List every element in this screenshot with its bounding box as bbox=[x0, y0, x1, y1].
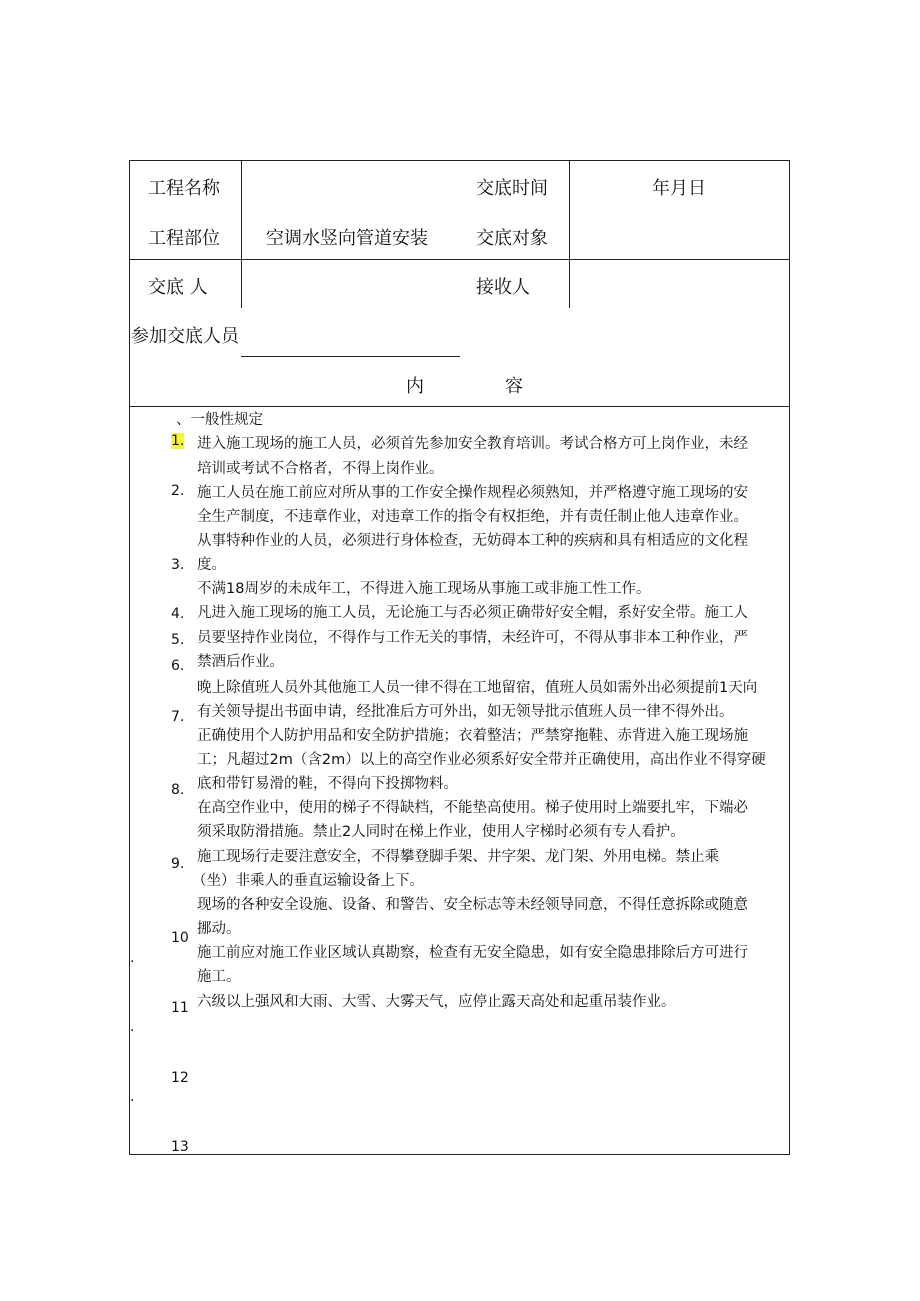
discloser-label: 交底 人 bbox=[148, 277, 208, 298]
content-line: 底和带钉易滑的鞋，不得向下投掷物料。 bbox=[197, 776, 458, 792]
participants-underline bbox=[241, 356, 460, 357]
content-line: 六级以上强风和大雨、大雪、大雾天气，应停止露天高处和起重吊装作业。 bbox=[197, 994, 676, 1010]
margin-dot: . bbox=[130, 950, 135, 966]
disclosure-time-value: 年月日 bbox=[652, 178, 706, 199]
column-divider bbox=[241, 160, 242, 308]
content-divider bbox=[129, 406, 790, 407]
content-line: 施工前应对施工作业区域认真勘察，检查有无安全隐患，如有安全隐患排除后方可进行 bbox=[197, 945, 748, 961]
content-line: 须采取防滑措施。禁止2人同时在梯上作业，使用人字梯时必须有专人看护。 bbox=[197, 824, 685, 840]
content-line: 员要坚持作业岗位，不得作与工作无关的事情，未经许可，不得从事非本工种作业，严 bbox=[197, 630, 748, 646]
receiver-label: 接收人 bbox=[476, 277, 530, 298]
item-number: 8. bbox=[171, 782, 185, 798]
disclosure-time-label: 交底时间 bbox=[476, 178, 548, 199]
item-number: 3. bbox=[171, 557, 185, 573]
content-line: 不满18周岁的未成年工，不得进入施工现场从事施工或非施工性工作。 bbox=[197, 581, 651, 597]
content-line: 禁酒后作业。 bbox=[197, 654, 284, 670]
item-number: 11 bbox=[171, 1000, 189, 1016]
content-line: 施工现场行走要注意安全，不得攀登脚手架、井字架、龙门架、外用电梯。禁止乘 bbox=[197, 849, 719, 865]
item-number: 4. bbox=[171, 606, 185, 622]
item-number: 2. bbox=[171, 483, 185, 499]
content-heading-b: 容 bbox=[505, 376, 523, 397]
item-number: 7. bbox=[171, 709, 185, 725]
item-number: 6. bbox=[171, 658, 185, 674]
content-line: 有关领导提出书面申请，经批准后方可外出，如无领导批示值班人员一律不得外出。 bbox=[197, 704, 734, 720]
content-line: 从事特种作业的人员，必须进行身体检查，无妨碍本工种的疾病和具有相适应的文化程 bbox=[197, 533, 748, 549]
item-number: 13 bbox=[171, 1139, 189, 1155]
content-line: 施工。 bbox=[197, 969, 241, 985]
item-number: 12 bbox=[171, 1070, 189, 1086]
content-line: 全生产制度，不违章作业，对违章工作的指令有权拒绝，并有责任制止他人违章作业。 bbox=[197, 509, 748, 525]
item-number: 9. bbox=[171, 856, 185, 872]
content-line: 挪动。 bbox=[197, 921, 241, 937]
participants-label: 参加交底人员 bbox=[131, 326, 239, 347]
project-name-label: 工程名称 bbox=[148, 178, 220, 199]
margin-dot: . bbox=[130, 1089, 135, 1105]
content-line: 凡进入施工现场的施工人员，无论施工与否必须正确带好安全帽，系好安全带。施工人 bbox=[197, 605, 748, 621]
row-divider bbox=[129, 259, 790, 260]
section-title: 、一般性规定 bbox=[176, 412, 263, 428]
content-heading-a: 内 bbox=[406, 376, 424, 397]
content-line: 度。 bbox=[197, 557, 226, 573]
content-line: 晚上除值班人员外其他施工人员一律不得在工地留宿，值班人员如需外出必须提前1天向 bbox=[197, 680, 758, 696]
content-line: 在高空作业中，使用的梯子不得缺档，不能垫高使用。梯子使用时上端要扎牢，下端必 bbox=[197, 800, 748, 816]
item-number: 5. bbox=[171, 632, 185, 648]
disclosure-target-label: 交底对象 bbox=[476, 228, 548, 249]
project-part-value: 空调水竖向管道安装 bbox=[266, 228, 428, 249]
content-line: 施工人员在施工前应对所从事的工作安全操作规程必须熟知，并严格遵守施工现场的安 bbox=[197, 485, 748, 501]
content-line: 现场的各种安全设施、设备、和警告、安全标志等未经领导同意，不得任意拆除或随意 bbox=[197, 897, 748, 913]
column-divider bbox=[569, 160, 570, 308]
item-number: 1. bbox=[171, 433, 185, 449]
content-line: 进入施工现场的施工人员，必须首先参加安全教育培训。考试合格方可上岗作业，未经 bbox=[197, 436, 748, 452]
content-line: 正确使用个人防护用品和安全防护措施；衣着整洁；严禁穿拖鞋、赤背进入施工现场施 bbox=[197, 728, 748, 744]
item-number: 10 bbox=[171, 930, 189, 946]
content-line: 工；凡超过2m（含2m）以上的高空作业必须系好安全带并正确使用，高出作业不得穿硬 bbox=[197, 752, 766, 768]
project-part-label: 工程部位 bbox=[148, 228, 220, 249]
content-line: （坐）非乘人的垂直运输设备上下。 bbox=[192, 873, 424, 889]
margin-dot: . bbox=[130, 1019, 135, 1035]
content-line: 培训或考试不合格者，不得上岗作业。 bbox=[197, 461, 444, 477]
